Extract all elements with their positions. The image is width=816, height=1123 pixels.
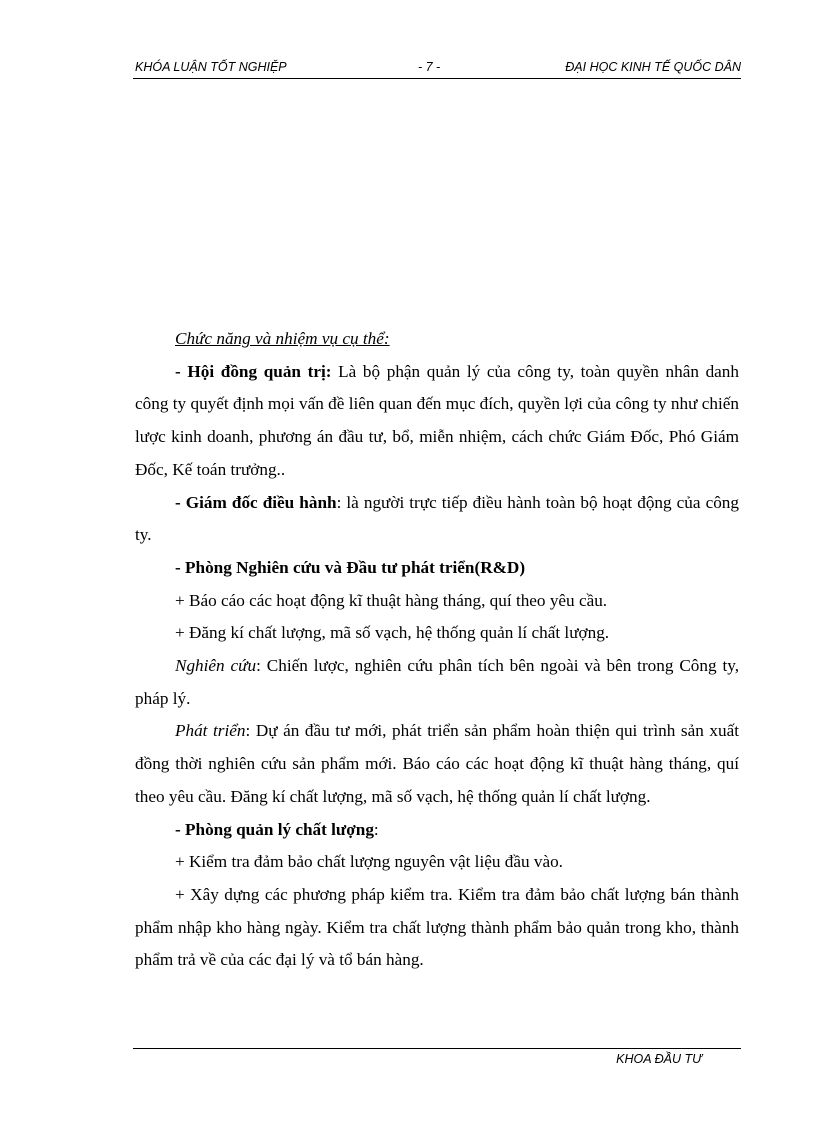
header-thesis-label: KHÓA LUẬN TỐT NGHIỆP	[135, 60, 287, 74]
header-page-number: - 7 -	[418, 60, 441, 74]
qa-item-2	[135, 879, 739, 977]
section-title-paragraph	[135, 323, 739, 356]
gddh-label: - Giám đốc điều hành	[175, 492, 337, 512]
develop-paragraph	[135, 715, 739, 813]
footer-faculty-name: KHOA ĐẦU TƯ	[616, 1052, 702, 1066]
gddh-text: : là người trực tiếp điều hành toàn bộ hoạt động của công ty.	[135, 492, 739, 545]
hdqt-text: Là bộ phận quản lý của công ty, toàn quyền nhân danh công ty quyết định mọi vấn đề liên quan đến mục đích, quyền lợi của công ty như chiến lược kinh doanh, phương án đầu tư, bổ, miễn nhiệm, cách chức Giám Đốc, Phó Giám Đốc, Kế toán trưởng..	[135, 361, 739, 479]
rd-heading: - Phòng Nghiên cứu và Đầu tư phát triển(R&D)	[175, 557, 526, 577]
header-university-name: ĐẠI HỌC KINH TẾ QUỐC DÂN	[565, 60, 741, 74]
hdqt-label: - Hội đồng quản trị:	[175, 361, 332, 381]
research-paragraph	[135, 650, 739, 715]
research-label: Nghiên cứu	[175, 656, 257, 676]
develop-text: : Dự án đầu tư mới, phát triển sản phẩm hoàn thiện qui trình sản xuất đồng thời nghiên cứu sản phẩm mới. Báo cáo các hoạt động kĩ thuật hàng tháng, quí theo yêu cầu. Đăng kí chất lượng, mã số vạch, hệ thống quản lí chất lượng.	[135, 721, 739, 806]
rd-item-1-text: + Báo cáo các hoạt động kĩ thuật hàng tháng, quí theo yêu cầu.	[175, 590, 608, 610]
rd-item-1	[135, 585, 739, 618]
develop-label: Phát triển	[175, 721, 246, 741]
qa-heading-paragraph	[135, 814, 739, 847]
qa-item-2-text: + Xây dựng các phương pháp kiểm tra. Kiểm tra đảm bảo chất lượng bán thành phẩm nhập kho hàng ngày. Kiểm tra chất lượng thành phẩm bảo quản trong kho, thành phẩm trả về của các đại lý và tổ bán hàng.	[135, 884, 739, 970]
qa-heading-colon: :	[373, 819, 379, 839]
section-title: Chức năng và nhiệm vụ cụ thể:	[175, 329, 390, 348]
qa-item-1	[135, 846, 739, 879]
rd-heading-paragraph	[135, 552, 739, 585]
page-header	[133, 58, 741, 79]
rd-item-2-text: + Đăng kí chất lượng, mã số vạch, hệ thống quản lí chất lượng.	[175, 623, 610, 643]
hdqt-paragraph	[135, 356, 739, 487]
qa-item-1-text: + Kiểm tra đảm bảo chất lượng nguyên vật liệu đầu vào.	[175, 852, 563, 872]
footer-rule	[133, 1048, 741, 1049]
qa-heading: - Phòng quản lý chất lượng	[175, 819, 374, 839]
research-text: : Chiến lược, nghiên cứu phân tích bên ngoài và bên trong Công ty, pháp lý.	[135, 656, 739, 708]
document-body	[135, 323, 739, 977]
gddh-paragraph	[135, 487, 739, 552]
rd-item-2	[135, 617, 739, 650]
